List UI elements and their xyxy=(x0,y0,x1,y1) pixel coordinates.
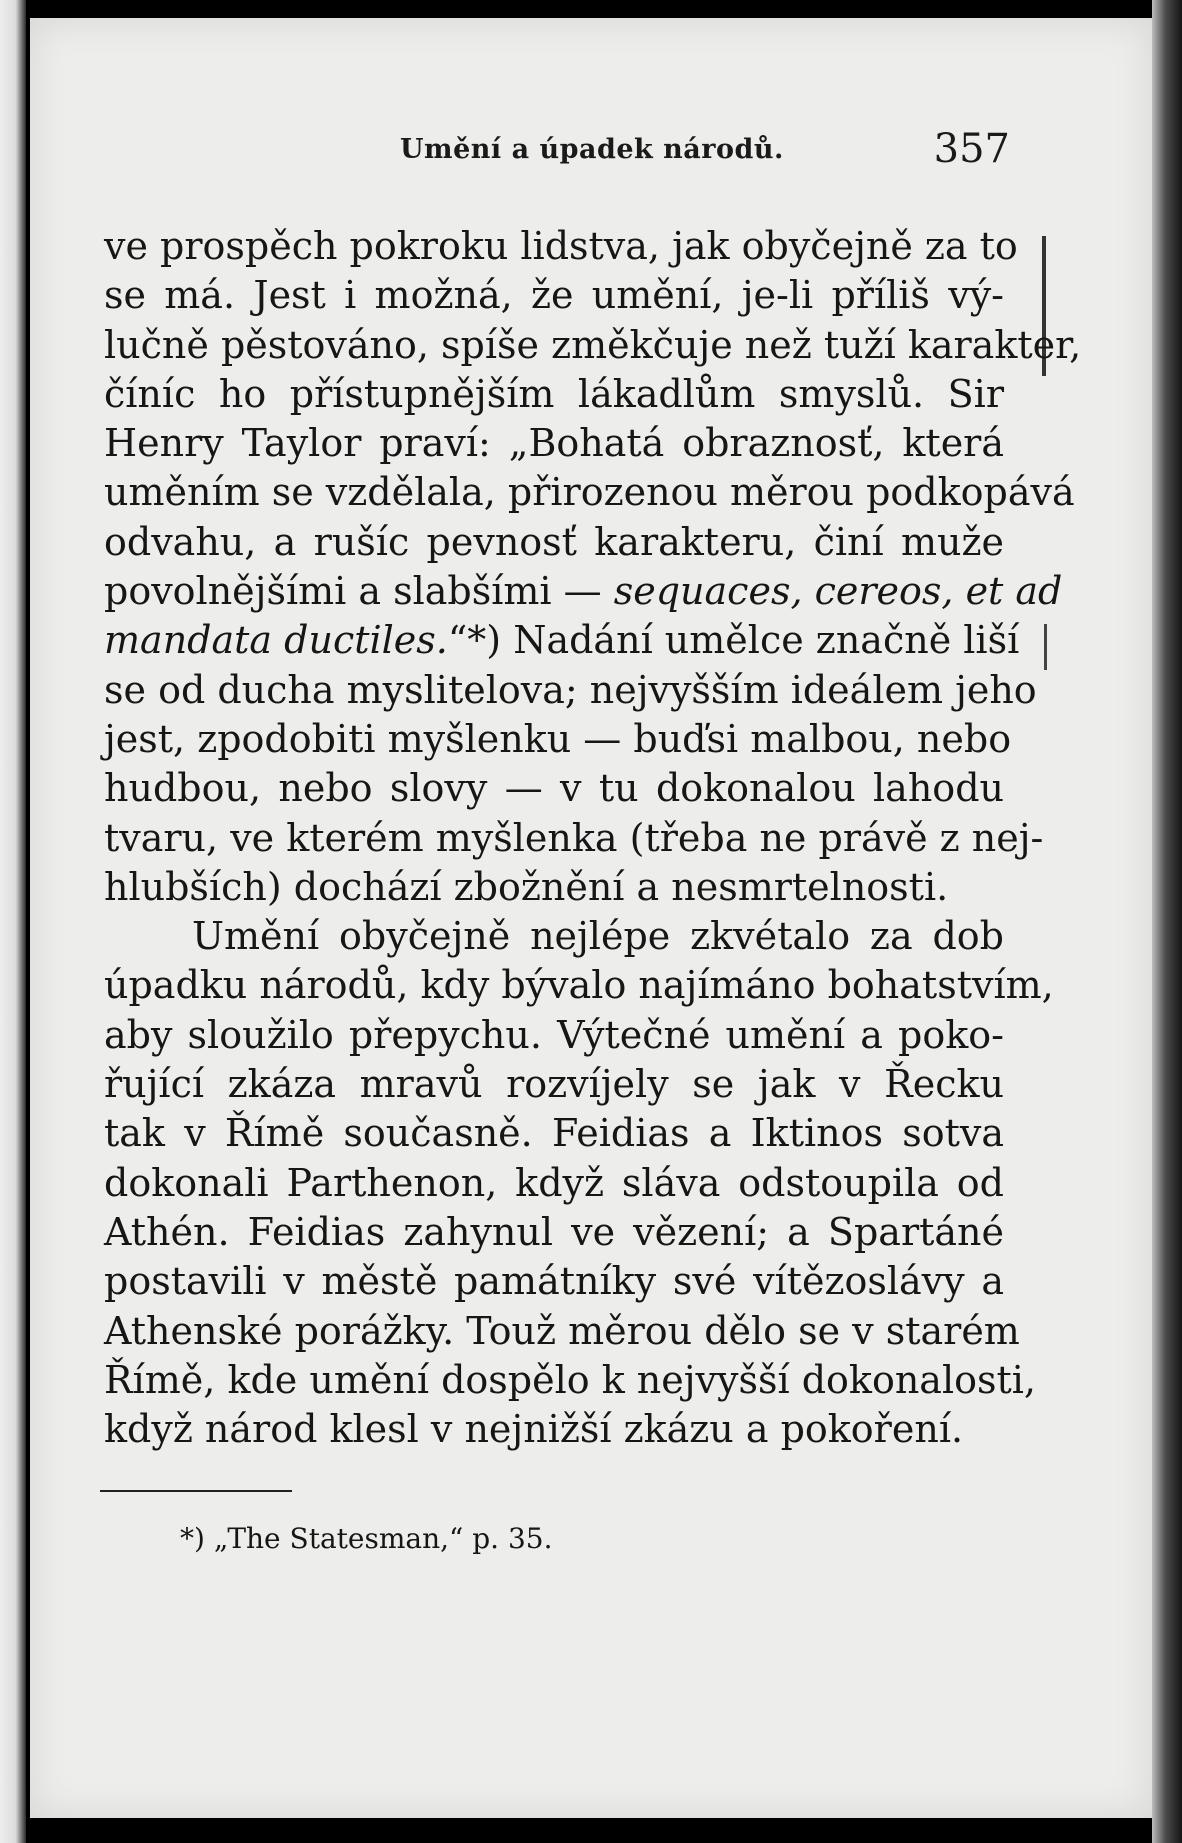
text-line: jest, zpodobiti myšlenku — buďsi malbou, nebo xyxy=(104,716,1012,761)
page-header xyxy=(400,126,1010,170)
margin-mark xyxy=(1044,624,1047,670)
footnote: *) „The Statesman,“ p. 35. xyxy=(180,1522,553,1555)
text-line: mandata ductiles.“*) Nadání umělce značně liší xyxy=(104,618,1020,663)
text-line: Henry Taylor praví: „Bohatá obraznosť, která xyxy=(104,421,1004,466)
text-line: hudbou, nebo slovy — v tu dokonalou lahodu xyxy=(104,766,1004,811)
text-line: Římě, kde umění dospělo k nejvyšší dokonalosti, xyxy=(104,1357,1036,1402)
text-line: tvaru, ve kterém myšlenka (třeba ne právě z nej- xyxy=(104,815,1044,860)
text-line: úpadku národů, kdy bývalo najímáno bohatstvím, xyxy=(104,963,1054,1008)
footnote-rule xyxy=(100,1490,292,1492)
text-line: aby sloužilo přepychu. Výtečné umění a poko- xyxy=(104,1012,1004,1057)
text-line: lučně pěstováno, spíše změkčuje než tuží karakter, xyxy=(104,322,1082,367)
text-line: se má. Jest i možná, že umění, je-li příliš vý- xyxy=(104,273,1004,318)
text-line: Athén. Feidias zahynul ve vězení; a Spartáné xyxy=(104,1209,1004,1254)
right-page-edge xyxy=(1152,0,1182,1843)
text-line: hlubších) dochází zbožnění a nesmrtelnosti. xyxy=(104,864,949,909)
text-line: povolnějšími a slabšími — sequaces, cereos, et ad xyxy=(104,569,1063,614)
text-line: odvahu, a rušíc pevnosť karakteru, činí muže xyxy=(104,519,1004,564)
running-title: Umění a úpadek národů. xyxy=(400,134,784,165)
page-number: 357 xyxy=(933,126,1010,172)
text-line: číníc ho přístupnějším lákadlům smyslů. Sir xyxy=(104,371,1004,416)
text-line: Athenské porážky. Touž měrou dělo se v starém xyxy=(104,1308,1020,1353)
text-line: dokonali Parthenon, když sláva odstoupila od xyxy=(104,1160,1004,1205)
text-line: ve prospěch pokroku lidstva, jak obyčejně za to xyxy=(104,224,1018,268)
text-line: postavili v městě památníky své vítězoslávy a xyxy=(104,1259,1004,1304)
text-line: řující zkáza mravů rozvíjely se jak v Řecku xyxy=(104,1062,1004,1107)
text-line: když národ klesl v nejnižší zkázu a pokoření. xyxy=(104,1407,964,1452)
body-text xyxy=(104,222,1082,1454)
text-line: se od ducha myslitelova; nejvyšším ideálem jeho xyxy=(104,667,1037,712)
text-line: uměním se vzdělala, přirozenou měrou podkopává xyxy=(104,470,1075,515)
left-page-edge xyxy=(0,0,26,1843)
text-line: tak v Římě současně. Feidias a Iktinos sotva xyxy=(104,1111,1004,1156)
text-line: Umění obyčejně nejlépe zkvétalo za dob xyxy=(192,914,1004,959)
latin-quote: mandata ductiles. xyxy=(104,618,448,663)
latin-quote: sequaces, cereos, et ad xyxy=(613,569,1063,614)
